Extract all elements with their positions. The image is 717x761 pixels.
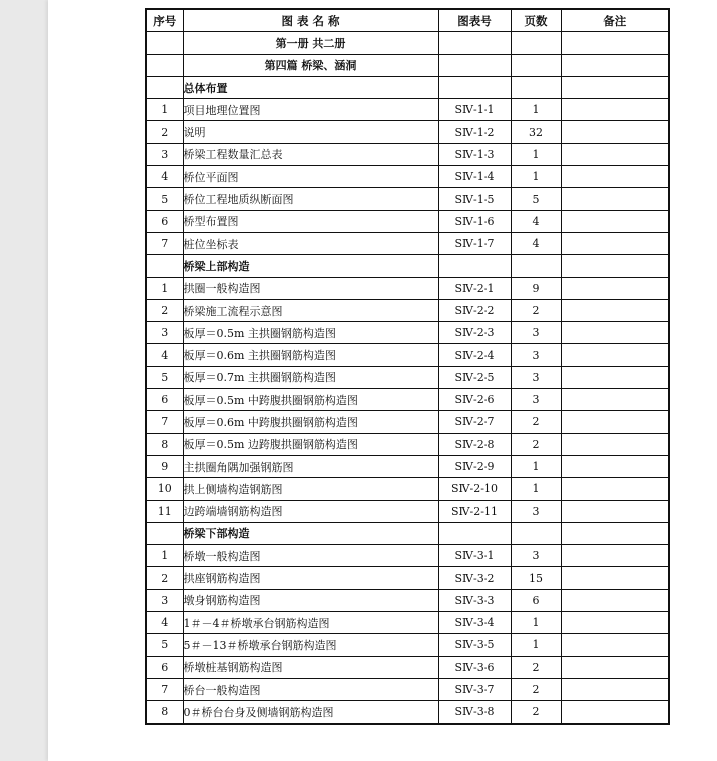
row-code: SⅣ-2-4 — [438, 344, 511, 366]
row-seq: 1 — [146, 99, 183, 121]
row-pages: 2 — [511, 299, 561, 321]
table-row — [146, 210, 669, 232]
row-note — [561, 455, 669, 477]
row-seq: 10 — [146, 478, 183, 500]
row-note — [561, 299, 669, 321]
table-row — [146, 277, 669, 299]
row-name: 板厚＝0.5m 中跨腹拱圈钢筋构造图 — [183, 389, 438, 411]
row-name: 桥型布置图 — [183, 210, 438, 232]
table-row — [146, 99, 669, 121]
row-note — [561, 99, 669, 121]
row-note — [561, 545, 669, 567]
row-pages: 4 — [511, 232, 561, 254]
row-name: 板厚＝0.5m 主拱圈钢筋构造图 — [183, 322, 438, 344]
row-seq: 3 — [146, 589, 183, 611]
table-row — [146, 545, 669, 567]
row-name: 拱座钢筋构造图 — [183, 567, 438, 589]
row-pages: 2 — [511, 678, 561, 700]
row-code: SⅣ-1-5 — [438, 188, 511, 210]
row-seq: 4 — [146, 166, 183, 188]
row-code: SⅣ-2-10 — [438, 478, 511, 500]
table-row — [146, 612, 669, 634]
row-name: 5＃－13＃桥墩承台钢筋构造图 — [183, 634, 438, 656]
row-note — [561, 389, 669, 411]
row-pages: 2 — [511, 656, 561, 678]
row-pages: 9 — [511, 277, 561, 299]
row-note — [561, 366, 669, 388]
row-seq: 5 — [146, 188, 183, 210]
row-name: 板厚＝0.6m 主拱圈钢筋构造图 — [183, 344, 438, 366]
table-row — [146, 678, 669, 700]
group-row — [146, 522, 669, 544]
table-row — [146, 166, 669, 188]
row-note — [561, 121, 669, 143]
row-code: SⅣ-3-1 — [438, 545, 511, 567]
row-note — [561, 478, 669, 500]
row-code: SⅣ-3-7 — [438, 678, 511, 700]
row-note — [561, 433, 669, 455]
row-note — [561, 634, 669, 656]
row-pages: 15 — [511, 567, 561, 589]
row-name: 项目地理位置图 — [183, 99, 438, 121]
group-title: 总体布置 — [183, 76, 438, 98]
row-name: 桥台一般构造图 — [183, 678, 438, 700]
row-pages: 1 — [511, 143, 561, 165]
row-code: SⅣ-1-3 — [438, 143, 511, 165]
row-code: SⅣ-1-4 — [438, 166, 511, 188]
header-note: 备注 — [561, 9, 669, 32]
row-code: SⅣ-2-11 — [438, 500, 511, 522]
row-seq: 6 — [146, 210, 183, 232]
row-note — [561, 188, 669, 210]
row-pages: 2 — [511, 411, 561, 433]
row-pages: 3 — [511, 366, 561, 388]
row-name: 0＃桥台台身及侧墙钢筋构造图 — [183, 701, 438, 724]
row-note — [561, 411, 669, 433]
row-code: SⅣ-2-6 — [438, 389, 511, 411]
row-seq: 7 — [146, 678, 183, 700]
row-note — [561, 500, 669, 522]
chapter-row — [146, 54, 669, 76]
row-pages: 6 — [511, 589, 561, 611]
row-seq: 1 — [146, 545, 183, 567]
row-seq: 3 — [146, 322, 183, 344]
row-note — [561, 232, 669, 254]
row-pages: 32 — [511, 121, 561, 143]
row-pages: 3 — [511, 389, 561, 411]
table-row — [146, 322, 669, 344]
table-row — [146, 344, 669, 366]
table-row — [146, 121, 669, 143]
row-note — [561, 612, 669, 634]
table-row — [146, 299, 669, 321]
row-name: 拱上侧墙构造钢筋图 — [183, 478, 438, 500]
row-code: SⅣ-3-4 — [438, 612, 511, 634]
row-pages: 1 — [511, 166, 561, 188]
table-row — [146, 589, 669, 611]
row-seq: 4 — [146, 344, 183, 366]
row-name: 1＃－4＃桥墩承台钢筋构造图 — [183, 612, 438, 634]
row-pages: 2 — [511, 701, 561, 724]
row-code: SⅣ-2-3 — [438, 322, 511, 344]
row-pages: 1 — [511, 478, 561, 500]
row-seq: 6 — [146, 656, 183, 678]
row-name: 桥位工程地质纵断面图 — [183, 188, 438, 210]
group-row — [146, 255, 669, 277]
row-name: 板厚＝0.6m 中跨腹拱圈钢筋构造图 — [183, 411, 438, 433]
row-seq: 3 — [146, 143, 183, 165]
row-pages: 1 — [511, 455, 561, 477]
row-name: 桥墩一般构造图 — [183, 545, 438, 567]
row-code: SⅣ-2-7 — [438, 411, 511, 433]
table-row — [146, 634, 669, 656]
row-code: SⅣ-1-1 — [438, 99, 511, 121]
volume-row — [146, 32, 669, 54]
row-name: 桥墩桩基钢筋构造图 — [183, 656, 438, 678]
row-code: SⅣ-2-2 — [438, 299, 511, 321]
row-code: SⅣ-3-2 — [438, 567, 511, 589]
table-row — [146, 433, 669, 455]
table-row — [146, 567, 669, 589]
row-pages: 5 — [511, 188, 561, 210]
row-code: SⅣ-2-8 — [438, 433, 511, 455]
row-code: SⅣ-3-6 — [438, 656, 511, 678]
row-name: 墩身钢筋构造图 — [183, 589, 438, 611]
table-row — [146, 701, 669, 724]
row-pages: 1 — [511, 99, 561, 121]
row-note — [561, 701, 669, 724]
row-code: SⅣ-2-1 — [438, 277, 511, 299]
header-seq: 序号 — [146, 9, 183, 32]
row-seq: 7 — [146, 411, 183, 433]
row-seq: 4 — [146, 612, 183, 634]
row-pages: 3 — [511, 500, 561, 522]
row-seq: 11 — [146, 500, 183, 522]
row-seq: 6 — [146, 389, 183, 411]
header-pages: 页数 — [511, 9, 561, 32]
row-note — [561, 143, 669, 165]
row-name: 边跨端墙钢筋构造图 — [183, 500, 438, 522]
row-note — [561, 589, 669, 611]
row-seq: 2 — [146, 567, 183, 589]
row-note — [561, 678, 669, 700]
row-code: SⅣ-1-7 — [438, 232, 511, 254]
table-row — [146, 143, 669, 165]
table-row — [146, 455, 669, 477]
row-seq: 2 — [146, 299, 183, 321]
row-code: SⅣ-3-8 — [438, 701, 511, 724]
chapter-line: 第四篇 桥梁、涵洞 — [183, 54, 438, 76]
row-pages: 4 — [511, 210, 561, 232]
row-seq: 8 — [146, 701, 183, 724]
row-code: SⅣ-2-5 — [438, 366, 511, 388]
row-name: 桥梁工程数量汇总表 — [183, 143, 438, 165]
table-row — [146, 389, 669, 411]
table-row — [146, 366, 669, 388]
row-seq: 7 — [146, 232, 183, 254]
row-seq: 9 — [146, 455, 183, 477]
row-code: SⅣ-3-5 — [438, 634, 511, 656]
volume-line: 第一册 共二册 — [183, 32, 438, 54]
row-note — [561, 166, 669, 188]
row-name: 板厚＝0.5m 边跨腹拱圈钢筋构造图 — [183, 433, 438, 455]
row-note — [561, 277, 669, 299]
table-row — [146, 411, 669, 433]
table-row — [146, 500, 669, 522]
row-name: 桥位平面图 — [183, 166, 438, 188]
group-title: 桥梁下部构造 — [183, 522, 438, 544]
row-code: SⅣ-3-3 — [438, 589, 511, 611]
header-code: 图表号 — [438, 9, 511, 32]
row-note — [561, 210, 669, 232]
row-code: SⅣ-1-2 — [438, 121, 511, 143]
row-name: 桥梁施工流程示意图 — [183, 299, 438, 321]
row-pages: 1 — [511, 612, 561, 634]
row-pages: 1 — [511, 634, 561, 656]
row-name: 桩位坐标表 — [183, 232, 438, 254]
group-row — [146, 76, 669, 98]
row-note — [561, 656, 669, 678]
table-row — [146, 232, 669, 254]
row-name: 主拱圈角隅加强钢筋图 — [183, 455, 438, 477]
row-name: 拱圈一般构造图 — [183, 277, 438, 299]
row-pages: 3 — [511, 322, 561, 344]
row-pages: 2 — [511, 433, 561, 455]
row-seq: 5 — [146, 634, 183, 656]
header-name: 图 表 名 称 — [183, 9, 438, 32]
row-pages: 3 — [511, 344, 561, 366]
row-note — [561, 344, 669, 366]
group-title: 桥梁上部构造 — [183, 255, 438, 277]
row-note — [561, 567, 669, 589]
row-code: SⅣ-2-9 — [438, 455, 511, 477]
row-note — [561, 322, 669, 344]
row-code: SⅣ-1-6 — [438, 210, 511, 232]
row-seq: 1 — [146, 277, 183, 299]
drawing-index-table — [145, 8, 670, 725]
table-row — [146, 478, 669, 500]
row-pages: 3 — [511, 545, 561, 567]
row-name: 板厚＝0.7m 主拱圈钢筋构造图 — [183, 366, 438, 388]
table-row — [146, 656, 669, 678]
table-row — [146, 188, 669, 210]
row-seq: 2 — [146, 121, 183, 143]
table-header-row — [146, 9, 669, 32]
row-seq: 5 — [146, 366, 183, 388]
row-seq: 8 — [146, 433, 183, 455]
row-name: 说明 — [183, 121, 438, 143]
